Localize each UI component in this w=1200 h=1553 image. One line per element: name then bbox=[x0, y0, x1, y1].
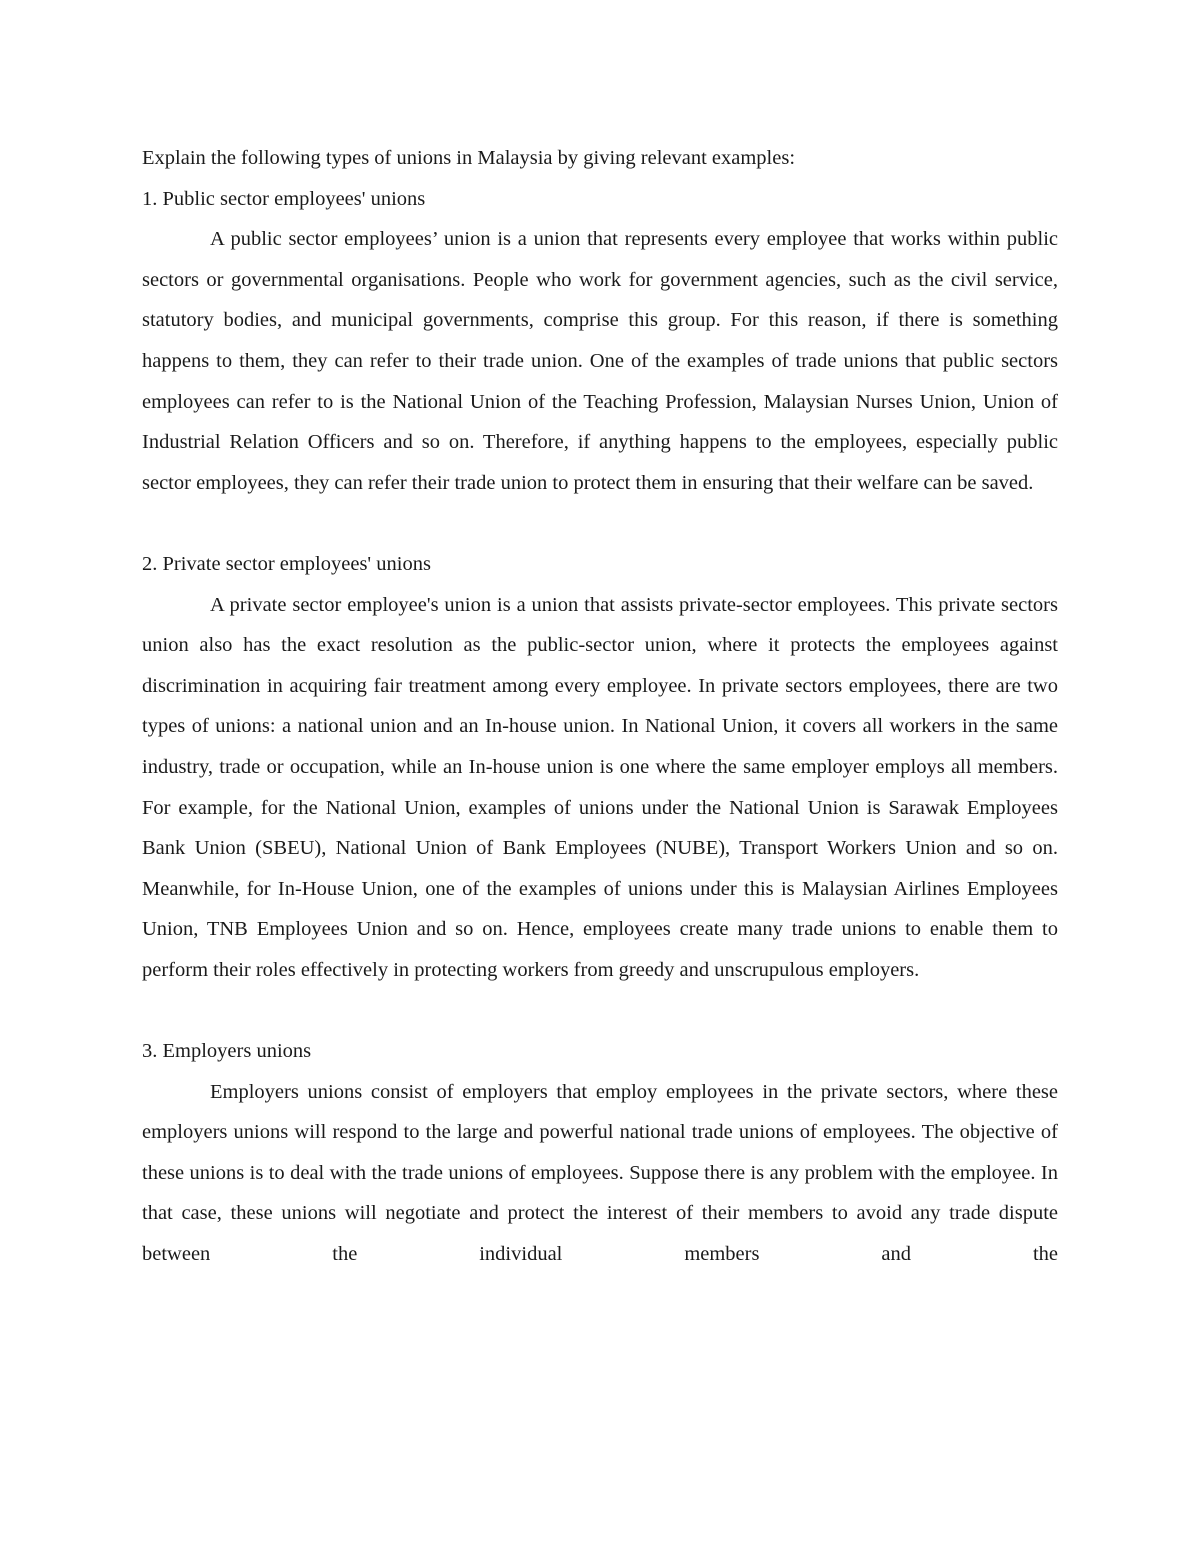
section-heading-private: 2. Private sector employees' unions bbox=[142, 552, 431, 575]
document-page bbox=[142, 138, 1058, 1275]
section-body-private: A private sector employee's union is a union that assists private-sector employees. This private sectors union also has the exact resolution as the public-sector union, where it protects the employees against discrimination in acquiring fair treatment among every employee. In private sectors employees, there are two types of unions: a national union and an In-house union. In National Union, it covers all workers in the same industry, trade or occupation, while an In-house union is one where the same employer employs all members. For example, for the National Union, examples of unions under the National Union is Sarawak Employees Bank Union (SBEU), National Union of Bank Employees (NUBE), Transport Workers Union and so on. Meanwhile, for In-House Union, one of the examples of unions under this is Malaysian Airlines Employees Union, TNB Employees Union and so on. Hence, employees create many trade unions to enable them to perform their roles effectively in protecting workers from greedy and unscrupulous employers. bbox=[142, 593, 1058, 981]
section-heading-employers: 3. Employers unions bbox=[142, 1040, 312, 1063]
section-body-employers: Employers unions consist of employers that employ employees in the private sectors, where these employers unions will respond to the large and powerful national trade unions of employees. The objective of these unions is to deal with the trade unions of employees. Suppose there is any problem with the employee. In that case, these unions will negotiate and protect the interest of their members to avoid any trade dispute between the individual members and the bbox=[142, 1080, 1058, 1266]
section-spacer bbox=[142, 990, 1058, 1031]
section-heading-public: 1. Public sector employees' unions bbox=[142, 187, 426, 210]
section-spacer bbox=[142, 503, 1058, 544]
question-text: Explain the following types of unions in Malaysia by giving relevant examples: bbox=[142, 147, 796, 169]
section-body-public: A public sector employees’ union is a union that represents every employee that works within public sectors or governmental organisations. People who work for government agencies, such as the civil service, statutory bodies, and municipal governments, comprise this group. For this reason, if there is something happens to them, they can refer to their trade union. One of the examples of trade unions that public sectors employees can refer to is the National Union of the Teaching Profession, Malaysian Nurses Union, Union of Industrial Relation Officers and so on. Therefore, if anything happens to the employees, especially public sector employees, they can refer their trade union to protect them in ensuring that their welfare can be saved. bbox=[142, 228, 1058, 494]
